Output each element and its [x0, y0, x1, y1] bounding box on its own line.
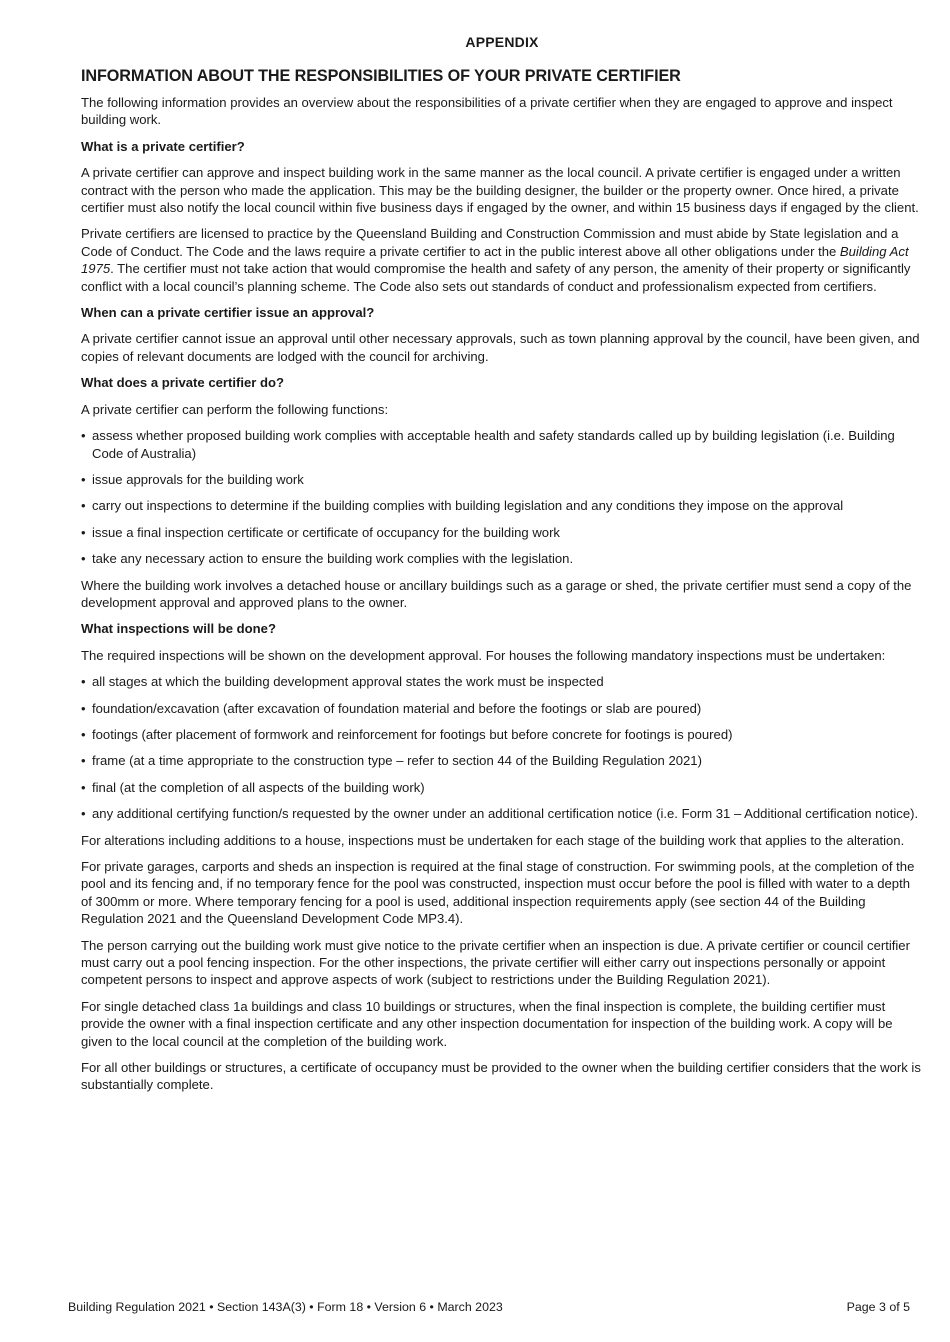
bullet-icon: • — [81, 674, 86, 690]
appendix-heading: APPENDIX — [465, 34, 539, 50]
inspections-paragraph-4: For single detached class 1a buildings and class 10 buildings or structures, when the final inspection is complete, the building certifier must provide the owner with a final inspection certificate and any other inspection documentation for inspection of the building work. A copy will be given to the local council at the completion of the building work. — [81, 998, 893, 1049]
bullet-icon: • — [81, 471, 86, 487]
list-item — [81, 805, 923, 822]
footer-form-reference: Building Regulation 2021 • Section 143A(3) • Form 18 • Version 6 • March 2023 — [68, 1300, 503, 1314]
bullet-icon: • — [81, 700, 86, 716]
list-item — [81, 524, 923, 541]
inspections-paragraph-3: The person carrying out the building work must give notice to the private certifier when an inspection is due. A private certifier or council certifier must carry out a pool fencing inspection. For the other inspections, the private certifier will either carry out inspections personally or appoint competent persons to inspect and approve aspects of work (subject to restrictions under the Building Regulation 2021). — [81, 937, 910, 988]
inspections-intro: The required inspections will be shown on the development approval. For houses the following mandatory inspections must be undertaken: — [81, 647, 886, 663]
inspections-paragraph-2: For private garages, carports and sheds an inspection is required at the final stage of construction. For swimming pools, at the completion of the pool and its fencing and, if no temporary fence for the pool was constructed, inspection must occur before the pool is filled with water to a depth of 300mm or more. Where temporary fencing for a pool is used, additional inspection requirements apply (see section 44 of the Building Regulation 2021 and the Queensland Development Code MP3.4). — [81, 859, 915, 927]
when-paragraph: A private certifier cannot issue an approval until other necessary approvals, such as town planning approval by the council, have been given, and copies of relevant documents are lodged with the council for archiving. — [81, 331, 920, 364]
list-item-text: take any necessary action to ensure the building work complies with the legislation. — [92, 551, 574, 567]
list-item-text: final (at the completion of all aspects of the building work) — [92, 779, 425, 795]
bullet-icon: • — [81, 779, 86, 795]
bullet-icon: • — [81, 524, 86, 540]
list-item — [81, 497, 923, 514]
what-is-paragraph-1: A private certifier can approve and inspect building work in the same manner as the local council. A private certifier is engaged under a written contract with the person who made the application. This may be the building designer, the builder or the property owner. Once hired, a private certifier must also notify the local council within five business days if engaged by the owner, and within 15 business days if engaged by the client. — [81, 165, 919, 216]
page-footer — [68, 1299, 910, 1315]
list-item-text: frame (at a time appropriate to the construction type – refer to section 44 of the Building Regulation 2021) — [92, 753, 702, 769]
list-item-text: issue approvals for the building work — [92, 471, 304, 487]
list-item — [81, 673, 923, 690]
list-item-text: any additional certifying function/s requested by the owner under an additional certification notice (i.e. Form 31 – Additional certification notice). — [92, 806, 919, 822]
list-item — [81, 726, 923, 743]
list-item — [81, 471, 923, 488]
heading-what-is: What is a private certifier? — [81, 138, 245, 154]
list-item-text: assess whether proposed building work complies with acceptable health and safety standards called up by building legislation (i.e. Building Code of Australia) — [92, 428, 895, 461]
page-title: INFORMATION ABOUT THE RESPONSIBILITIES OF YOUR PRIVATE CERTIFIER — [81, 67, 681, 85]
list-item — [81, 700, 923, 717]
what-is-p2-end: . The certifier must not take action that would compromise the health and safety of any person, the amenity of their property or significantly conflict with a local council’s planning scheme. The Code also sets out standards of conduct and professionalism expected from certifiers. — [81, 261, 911, 294]
heading-when: When can a private certifier issue an approval? — [81, 305, 375, 321]
list-item-text: all stages at which the building development approval states the work must be inspected — [92, 674, 604, 690]
list-item-text: foundation/excavation (after excavation of foundation material and before the footings or slab are poured) — [92, 700, 702, 716]
bullet-icon: • — [81, 498, 86, 514]
what-is-paragraph-2 — [81, 225, 923, 295]
bullet-icon: • — [81, 428, 86, 444]
list-item — [81, 550, 923, 567]
heading-what-does: What does a private certifier do? — [81, 375, 284, 391]
bullet-icon: • — [81, 726, 86, 742]
what-does-intro: A private certifier can perform the following functions: — [81, 401, 389, 417]
list-item — [81, 427, 923, 462]
inspections-paragraph-1: For alterations including additions to a house, inspections must be undertaken for each stage of the building work that applies to the alteration. — [81, 832, 905, 848]
intro-paragraph: The following information provides an overview about the responsibilities of a private certifier when they are engaged to approve and inspect building work. — [81, 95, 893, 128]
heading-inspections: What inspections will be done? — [81, 621, 276, 637]
list-item-text: carry out inspections to determine if the building complies with building legislation and any conditions they impose on the approval — [92, 498, 844, 514]
list-item-text: footings (after placement of formwork and reinforcement for footings but before concrete for footings is poured) — [92, 726, 733, 742]
bullet-icon: • — [81, 753, 86, 769]
building-act-italic: Building Act 1975 — [81, 243, 909, 277]
inspections-paragraph-5: For all other buildings or structures, a certificate of occupancy must be provided to the owner when the building certifier considers that the work is substantially complete. — [81, 1060, 921, 1093]
what-does-after: Where the building work involves a detached house or ancillary buildings such as a garage or shed, the private certifier must send a copy of the development approval and approved plans to the owner. — [81, 577, 912, 610]
what-is-p2-start: Private certifiers are licensed to practice by the Queensland Building and Construction Commission and must abide by State legislation and a Code of Conduct. The Code and the laws require a private certifier to act in the public interest above all other obligations under the — [81, 226, 899, 259]
page-number: Page 3 of 5 — [846, 1300, 910, 1314]
list-item — [81, 752, 923, 769]
bullet-icon: • — [81, 806, 86, 822]
bullet-icon: • — [81, 551, 86, 567]
list-item — [81, 779, 923, 796]
list-item-text: issue a final inspection certificate or certificate of occupancy for the building work — [92, 524, 560, 540]
document-page — [81, 30, 923, 1103]
